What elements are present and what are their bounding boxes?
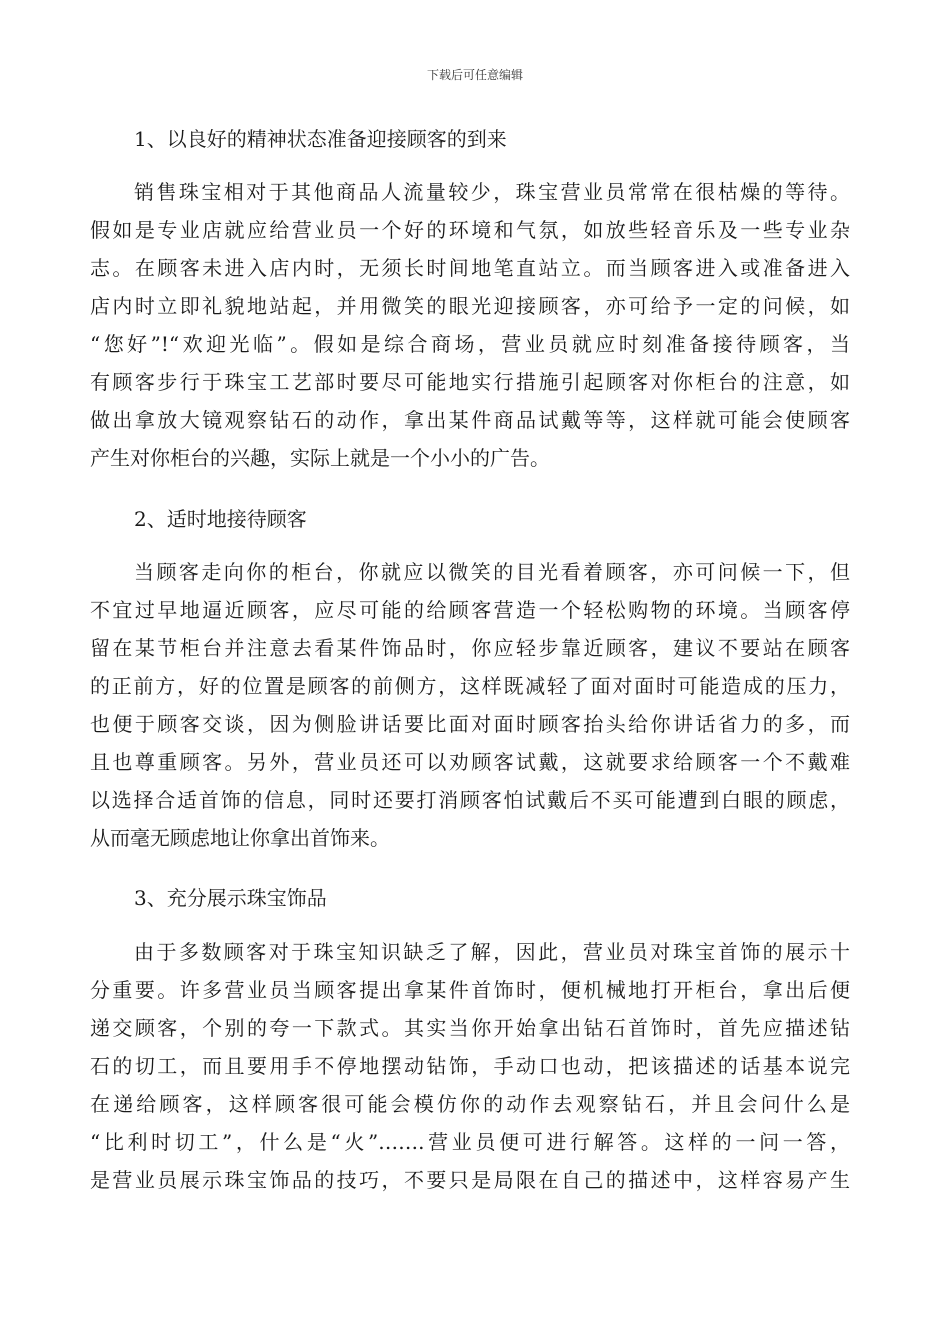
section-heading-1: 1、以良好的精神状态准备迎接顾客的到来 xyxy=(134,127,507,151)
paragraph-line: 做出拿放大镜观察钻石的动作，拿出某件商品试戴等等，这样就可能会使顾客 xyxy=(90,408,850,432)
paragraph-line: 店内时立即礼貌地站起，并用微笑的眼光迎接顾客，亦可给予一定的问候，如 xyxy=(90,294,850,318)
page-header-note: 下载后可任意编辑 xyxy=(426,68,523,82)
paragraph-line: 在递给顾客，这样顾客很可能会模仿你的动作去观察钻石，并且会问什么是 xyxy=(90,1092,850,1116)
paragraph-line: 石的切工，而且要用手不停地摆动钻饰，手动口也动，把该描述的话基本说完 xyxy=(90,1054,850,1078)
paragraph-line: 志。在顾客未进入店内时，无须长时间地笔直站立。而当顾客进入或准备进入 xyxy=(90,256,850,280)
paragraph-line: 当顾客走向你的柜台，你就应以微笑的目光看着顾客，亦可问候一下，但 xyxy=(134,560,850,584)
paragraph-line: 且也尊重顾客。另外，营业员还可以劝顾客试戴，这就要求给顾客一个不戴难 xyxy=(90,750,850,774)
paragraph-line: 有顾客步行于珠宝工艺部时要尽可能地实行措施引起顾客对你柜台的注意，如 xyxy=(90,370,850,394)
paragraph-line: 不宜过早地逼近顾客，应尽可能的给顾客营造一个轻松购物的环境。当顾客停 xyxy=(90,598,850,622)
paragraph-line: 分重要。许多营业员当顾客提出拿某件首饰时，便机械地打开柜台，拿出后便 xyxy=(90,978,850,1002)
paragraph-line: 从而毫无顾虑地让你拿出首饰来。 xyxy=(90,826,390,850)
paragraph-line: “比利时切工”，什么是“火”…….营业员便可进行解答。这样的一问一答， xyxy=(90,1130,850,1154)
paragraph-line: 销售珠宝相对于其他商品人流量较少，珠宝营业员常常在很枯燥的等待。 xyxy=(134,180,850,204)
paragraph-line: 留在某节柜台并注意去看某件饰品时，你应轻步靠近顾客，建议不要站在顾客 xyxy=(90,636,850,660)
section-heading-3: 3、充分展示珠宝饰品 xyxy=(134,886,327,910)
paragraph-line: 假如是专业店就应给营业员一个好的环境和气氛，如放些轻音乐及一些专业杂 xyxy=(90,218,850,242)
paragraph-line: 递交顾客，个别的夸一下款式。其实当你开始拿出钻石首饰时，首先应描述钻 xyxy=(90,1016,850,1040)
paragraph-line: 也便于顾客交谈，因为侧脸讲话要比面对面时顾客抬头给你讲话省力的多，而 xyxy=(90,712,850,736)
paragraph-line: “您好”!“欢迎光临”。假如是综合商场，营业员就应时刻准备接待顾客，当 xyxy=(90,332,850,356)
paragraph-line: 的正前方，好的位置是顾客的前侧方，这样既减轻了面对面时可能造成的压力， xyxy=(90,674,850,698)
paragraph-line: 以选择合适首饰的信息，同时还要打消顾客怕试戴后不买可能遭到白眼的顾虑， xyxy=(90,788,850,812)
section-heading-2: 2、适时地接待顾客 xyxy=(134,507,307,531)
paragraph-line: 产生对你柜台的兴趣，实际上就是一个小小的广告。 xyxy=(90,446,550,470)
paragraph-line: 是营业员展示珠宝饰品的技巧，不要只是局限在自己的描述中，这样容易产生 xyxy=(90,1168,850,1192)
paragraph-line: 由于多数顾客对于珠宝知识缺乏了解，因此，营业员对珠宝首饰的展示十 xyxy=(134,940,850,964)
